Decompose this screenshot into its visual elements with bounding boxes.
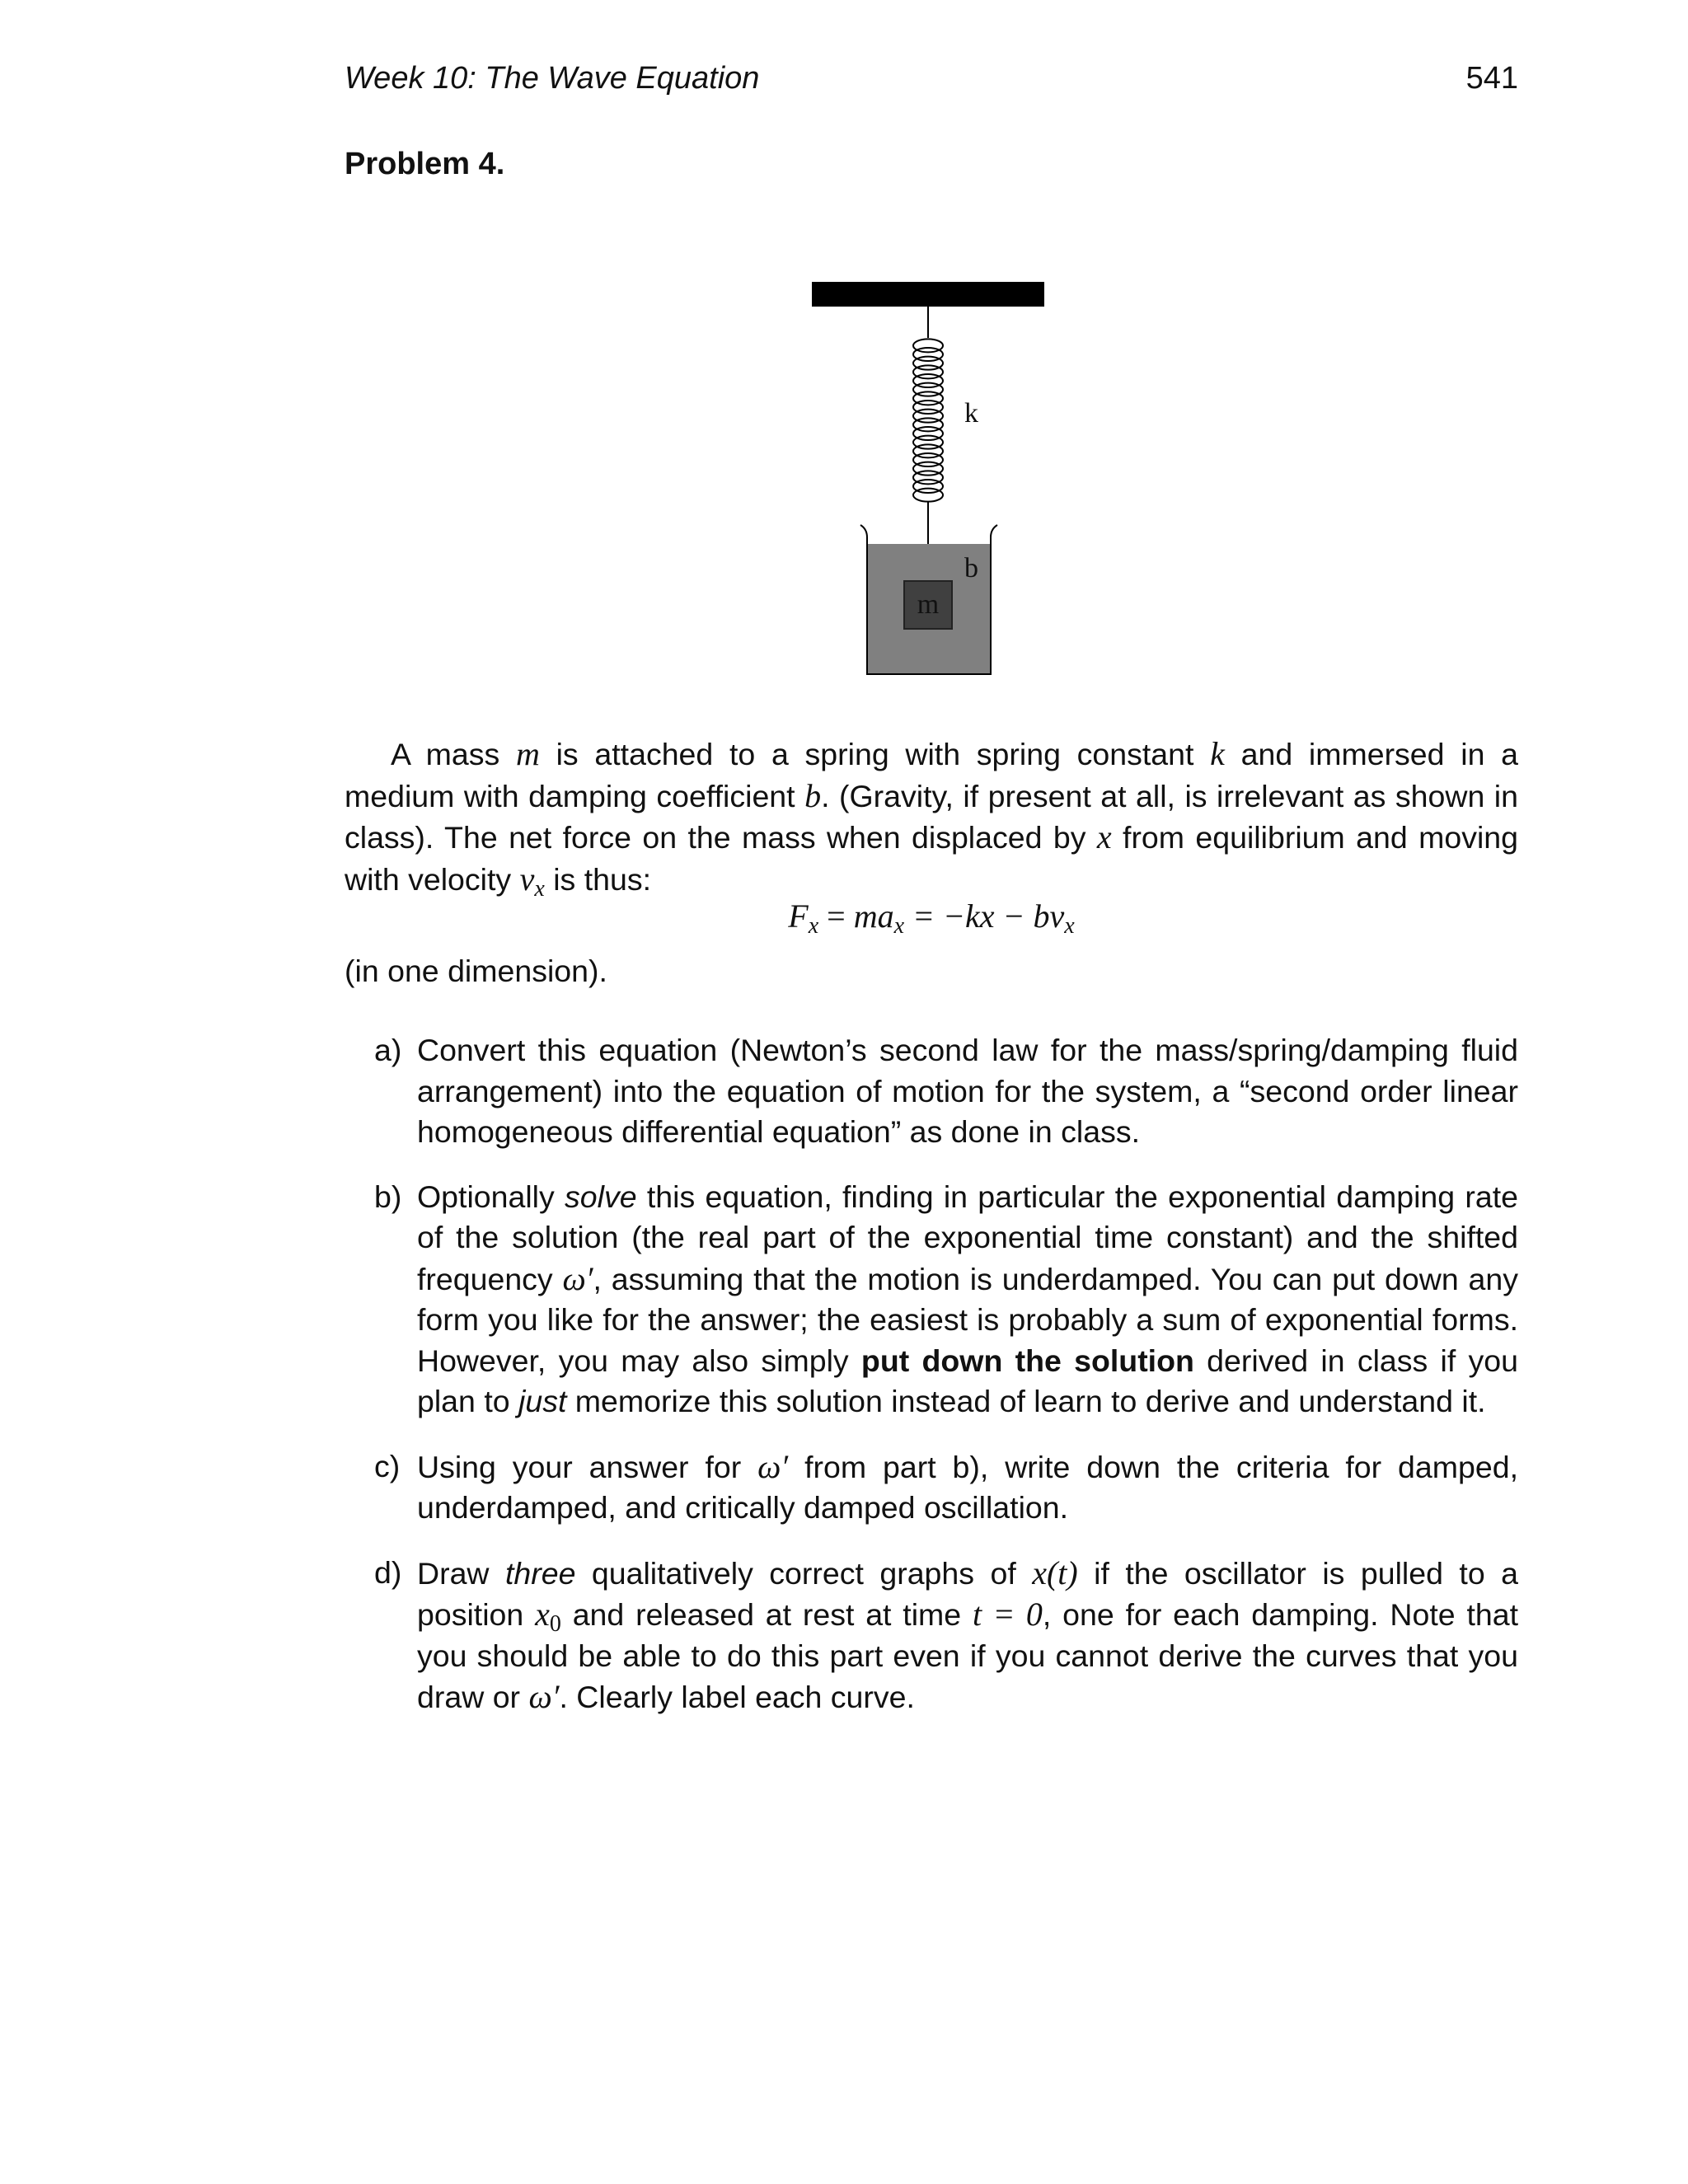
part-d: d) Draw three qualitatively correct graphs of x(t) if the oscillator is pulled to a position $x_0$ and released at rest at time t = 0, one for each damping. Note that you should be able to do this part even if you cannot derive the curves that you draw or ω′. Clearly label each curve. (374, 1554, 1518, 1715)
part-a-label: a) (374, 1033, 402, 1067)
running-head: Week 10: The Wave Equation (345, 61, 760, 96)
var-b: b (804, 776, 822, 814)
part-c-label: c) (374, 1448, 401, 1483)
part-a (345, 1030, 1518, 1153)
part-b: b) Optionally solve this equation, finding in particular the exponential damping rate of the solution (the real part of the exponential time constant) and the shifted frequency ω′, assuming that the motion is underdamped. You can put down any form you like for the answer; the easiest is probably a sum of exponential forms. However, you may also simply put down the solution derived in class if you plan to just memorize this solution instead of learn to derive and understand it. (345, 1177, 1518, 1422)
ceiling-support (812, 282, 1044, 307)
problem-title: Problem 4. (345, 147, 505, 181)
x-zero: $x_0$ (535, 1596, 561, 1637)
spring-coil (913, 339, 943, 501)
problem-parts (345, 1030, 1518, 1742)
part-a-text: Convert this equation (Newton’s second law for the mass/spring/damping fluid arrangement) into the equation of motion for the system, a “second order linear homogeneous differential equation” as done in class. (417, 1033, 1518, 1149)
t-equals-zero: t = 0 (972, 1596, 1043, 1633)
dimension-note: (in one dimension). (345, 954, 607, 988)
spring-constant-label: k (964, 398, 978, 429)
damping-coefficient-label: b (964, 553, 978, 583)
page-number: 541 (1465, 61, 1518, 96)
omega-prime: ω′ (562, 1259, 593, 1297)
x-of-t: x(t) (1032, 1554, 1078, 1591)
omega-prime: ω′ (757, 1447, 789, 1485)
var-m: m (515, 735, 540, 772)
omega-prime: ω′ (528, 1678, 560, 1715)
mass-spring-damper-figure (791, 272, 1088, 701)
part-c: c) Using your answer for ω′ from part b), write down the criteria for damped, underdamped, and critically damped oscillation. (374, 1447, 1518, 1525)
part-d-label: d) (374, 1554, 402, 1590)
force-equation: $F_x = ma_x = -kx - bv_x$ (788, 898, 1075, 939)
var-x: x (1096, 818, 1112, 855)
part-b-label: b) (374, 1179, 402, 1214)
intro-paragraph: A mass m is attached to a spring with spring constant k and immersed in a medium with damping coefficient b. (Gravity, if present at all, is irrelevant as shown in class). The net force on the mass when displaced by x from equilibrium and moving with velocity $v_x$ is thus: (345, 735, 1518, 902)
spring-coil-loop (913, 489, 943, 502)
var-k: k (1210, 735, 1225, 772)
mass-label: m (917, 589, 940, 620)
var-vx: $v_x$ (519, 860, 545, 902)
